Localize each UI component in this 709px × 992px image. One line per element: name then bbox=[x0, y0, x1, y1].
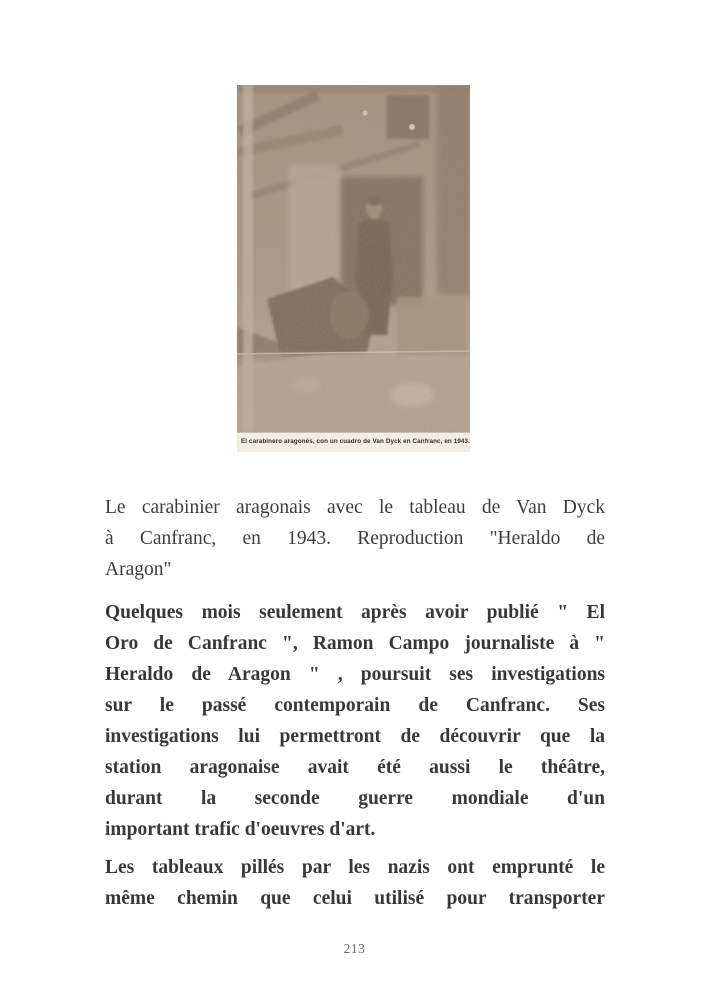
text-line: Les tableaux pillés par les nazis ont emprunté le bbox=[105, 857, 605, 878]
figure-caption bbox=[105, 492, 605, 585]
text-line: Aragon" bbox=[105, 559, 172, 580]
text-line: Quelques mois seulement après avoir publié " El bbox=[105, 602, 605, 623]
text-line: durant la seconde guerre mondiale d'un bbox=[105, 788, 605, 809]
text-line: à Canfranc, en 1943. Reproduction "Heraldo de bbox=[105, 528, 605, 549]
text-line: Heraldo de Aragon " , poursuit ses investigations bbox=[105, 664, 605, 685]
clipping-caption: El carabinero aragonés, con un cuadro de Van Dyck en Canfranc, en 1943. bbox=[237, 432, 470, 452]
text-line: sur le passé contemporain de Canfranc. Ses bbox=[105, 695, 605, 716]
text-line: station aragonaise avait été aussi le théâtre, bbox=[105, 757, 605, 778]
paragraph-2 bbox=[105, 852, 605, 914]
page-number: 213 bbox=[343, 941, 366, 956]
sepia-photo-art bbox=[237, 85, 470, 432]
paragraph-1 bbox=[105, 597, 605, 845]
newspaper-clipping bbox=[237, 85, 470, 452]
text-line: Le carabinier aragonais avec le tableau de Van Dyck bbox=[105, 497, 605, 518]
text-line: investigations lui permettront de découvrir que la bbox=[105, 726, 605, 747]
text-line: important trafic d'oeuvres d'art. bbox=[105, 819, 376, 840]
carabinero-photo bbox=[237, 85, 470, 432]
text-line: Oro de Canfranc ", Ramon Campo journaliste à " bbox=[105, 633, 605, 654]
text-line: même chemin que celui utilisé pour transporter bbox=[105, 888, 605, 909]
